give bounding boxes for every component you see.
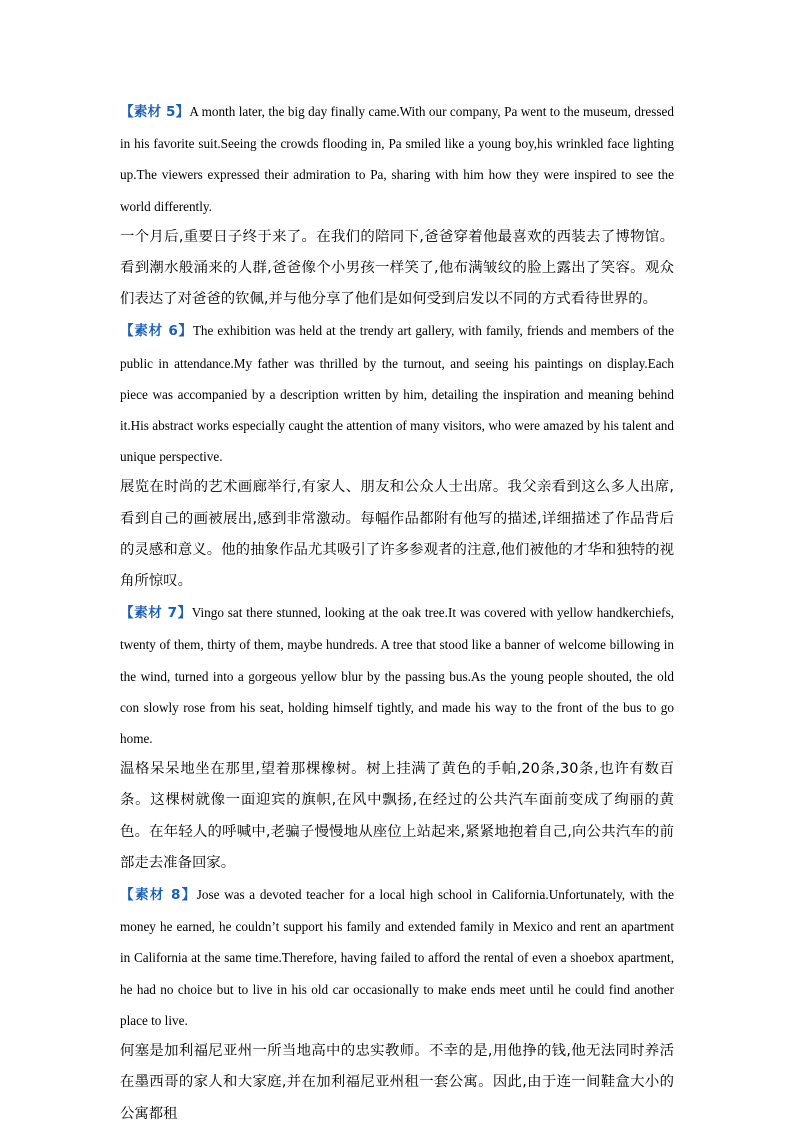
material-5-tag: 【素材 5】 [120, 104, 190, 120]
material-7-english [120, 597, 674, 754]
material-7-chinese: 温格呆呆地坐在那里,望着那棵橡树。树上挂满了黄色的手帕,20条,30条,也许有数百条。这棵树就像一面迎宾的旗帜,在风中飘扬,在经过的公共汽车面前变成了绚丽的黄色。在年轻人的呼喊中,老骗子慢慢地从座位上站起来,紧紧地抱着自己,向公共汽车的前部走去准备回家。 [120, 761, 674, 871]
material-6 [120, 315, 674, 597]
material-8 [120, 879, 674, 1130]
material-7 [120, 597, 674, 879]
material-6-english-text: The exhibition was held at the trendy art gallery, with family, friends and members of the public in attendance.My father was thrilled by the turnout, and seeing his paintings on display.Each piece was accompanied by a description written by him, detailing the inspiration and meaning behind it.His abstract works especially caught the attention of many visitors, who were amazed by his talent and unique perspective. [120, 323, 674, 465]
material-6-english [120, 315, 674, 472]
material-8-english [120, 879, 674, 1036]
material-6-chinese: 展览在时尚的艺术画廊举行,有家人、朋友和公众人士出席。我父亲看到这么多人出席,看到自己的画被展出,感到非常激动。每幅作品都附有他写的描述,详细描述了作品背后的灵感和意义。他的抽象作品尤其吸引了许多参观者的注意,他们被他的才华和独特的视角所惊叹。 [120, 479, 674, 590]
material-5-chinese: 一个月后,重要日子终于来了。在我们的陪同下,爸爸穿着他最喜欢的西装去了博物馆。看到潮水般涌来的人群,爸爸像个小男孩一样笑了,他布满皱纹的脸上露出了笑容。观众们表达了对爸爸的钦佩,并与他分享了他们是如何受到启发以不同的方式看待世界的。 [120, 228, 674, 308]
material-7-tag: 【素材 7】 [120, 605, 192, 622]
material-8-english-text: Jose was a devoted teacher for a local high school in California.Unfortunately, with the money he earned, he couldn’t support his family and extended family in Mexico and rent an apartment in California at the same time.Therefore, having failed to afford the rental of even a shoebox apartment, he had no choice but to live in his old car occasionally to make ends meet until he could find another place to live. [120, 887, 674, 1028]
material-5 [120, 96, 674, 315]
document-body [120, 96, 674, 1130]
material-8-tag: 【素材 8】 [120, 887, 197, 904]
material-5-english [120, 96, 674, 222]
material-5-english-text: A month later, the big day finally came.With our company, Pa went to the museum, dressed in his favorite suit.Seeing the crowds flooding in, Pa smiled like a young boy,his wrinkled face lighting up.The viewers expressed their admiration to Pa, sharing with him how they were inspired to see the world differently. [120, 104, 674, 214]
material-6-tag: 【素材 6】 [120, 323, 193, 340]
material-8-chinese: 何塞是加利福尼亚州一所当地高中的忠实教师。不幸的是,用他挣的钱,他无法同时养活在墨西哥的家人和大家庭,并在加利福尼亚州租一套公寓。因此,由于连一间鞋盒大小的公寓都租 [120, 1043, 674, 1122]
material-7-english-text: Vingo sat there stunned, looking at the oak tree.It was covered with yellow handkerchiefs, twenty of them, thirty of them, maybe hundreds. A tree that stood like a banner of welcome billowing in the wind, turned into a gorgeous yellow blur by the passing bus.As the young people shouted, the old con slowly rose from his seat, holding himself tightly, and made his way to the front of the bus to go home. [120, 605, 674, 747]
